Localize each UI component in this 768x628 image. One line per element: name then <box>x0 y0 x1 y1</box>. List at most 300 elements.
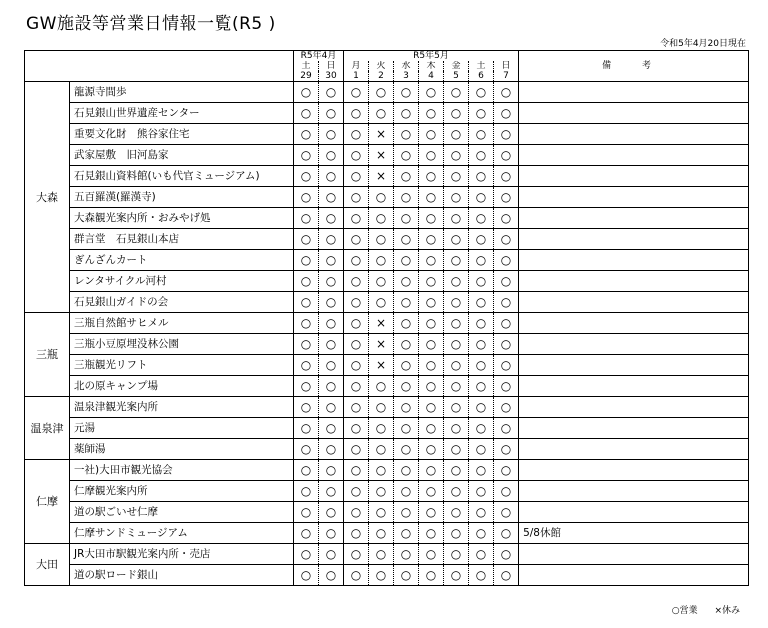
header-weekday: 土 <box>469 61 494 71</box>
status-cell: ○ <box>294 397 319 418</box>
status-cell: ○ <box>344 187 369 208</box>
header-weekday: 水 <box>394 61 419 71</box>
remarks-cell <box>519 187 749 208</box>
facility-name: 道の駅ごいせ仁摩 <box>70 502 294 523</box>
status-cell: ○ <box>344 460 369 481</box>
header-weekday: 日 <box>494 61 519 71</box>
status-cell: ○ <box>294 271 319 292</box>
status-cell: ○ <box>294 208 319 229</box>
status-cell: ○ <box>494 355 519 376</box>
status-cell: ○ <box>494 376 519 397</box>
header-month-may: R5年5月 <box>344 51 519 62</box>
header-weekday: 金 <box>444 61 469 71</box>
table-row <box>25 292 749 313</box>
remarks-cell <box>519 292 749 313</box>
status-cell: ○ <box>394 418 419 439</box>
status-cell: ○ <box>494 544 519 565</box>
status-cell: ○ <box>394 313 419 334</box>
status-cell: ○ <box>294 145 319 166</box>
status-cell: ○ <box>319 82 344 103</box>
status-cell: ○ <box>319 103 344 124</box>
status-cell: ○ <box>369 187 394 208</box>
status-cell: ○ <box>394 397 419 418</box>
status-cell: ○ <box>344 439 369 460</box>
facility-name: 仁摩サンドミュージアム <box>70 523 294 544</box>
status-cell: ○ <box>369 544 394 565</box>
status-cell: ○ <box>469 397 494 418</box>
status-cell: ○ <box>469 271 494 292</box>
facility-name: レンタサイクル河村 <box>70 271 294 292</box>
status-cell: ○ <box>294 103 319 124</box>
status-cell: ○ <box>344 82 369 103</box>
facility-name: 元湯 <box>70 418 294 439</box>
status-cell: × <box>369 355 394 376</box>
status-cell: ○ <box>344 292 369 313</box>
facility-name: JR大田市駅観光案内所・売店 <box>70 544 294 565</box>
status-cell: ○ <box>394 292 419 313</box>
status-cell: ○ <box>394 82 419 103</box>
status-cell: ○ <box>394 502 419 523</box>
status-cell: ○ <box>419 355 444 376</box>
status-cell: ○ <box>319 250 344 271</box>
status-cell: ○ <box>494 145 519 166</box>
remarks-cell <box>519 376 749 397</box>
status-cell: ○ <box>444 208 469 229</box>
remarks-cell <box>519 481 749 502</box>
status-cell: ○ <box>444 460 469 481</box>
status-cell: ○ <box>319 544 344 565</box>
status-cell: ○ <box>444 523 469 544</box>
header-day: 3 <box>394 71 419 82</box>
status-cell: ○ <box>419 103 444 124</box>
status-cell: ○ <box>444 82 469 103</box>
status-cell: ○ <box>444 124 469 145</box>
status-cell: ○ <box>319 166 344 187</box>
status-cell: ○ <box>444 439 469 460</box>
facility-name: 三瓶自然館サヒメル <box>70 313 294 334</box>
status-cell: ○ <box>444 145 469 166</box>
status-cell: ○ <box>319 376 344 397</box>
status-cell: ○ <box>469 250 494 271</box>
status-cell: ○ <box>319 334 344 355</box>
facility-name: 大森観光案内所・おみやげ処 <box>70 208 294 229</box>
facility-name: 温泉津観光案内所 <box>70 397 294 418</box>
status-cell: ○ <box>319 271 344 292</box>
remarks-cell <box>519 103 749 124</box>
facility-name: 龍源寺間歩 <box>70 82 294 103</box>
status-cell: ○ <box>394 565 419 586</box>
status-cell: ○ <box>294 166 319 187</box>
status-cell: ○ <box>444 544 469 565</box>
status-cell: ○ <box>419 481 444 502</box>
status-cell: ○ <box>344 103 369 124</box>
status-cell: ○ <box>419 208 444 229</box>
status-cell: ○ <box>419 502 444 523</box>
status-cell: ○ <box>294 418 319 439</box>
remarks-cell <box>519 502 749 523</box>
status-cell: ○ <box>494 208 519 229</box>
status-cell: ○ <box>344 145 369 166</box>
remarks-cell <box>519 355 749 376</box>
status-cell: ○ <box>494 166 519 187</box>
status-cell: ○ <box>369 565 394 586</box>
status-cell: ○ <box>494 523 519 544</box>
status-cell: ○ <box>344 418 369 439</box>
status-cell: ○ <box>319 124 344 145</box>
table-row <box>25 376 749 397</box>
status-cell: ○ <box>319 292 344 313</box>
status-cell: ○ <box>319 355 344 376</box>
legend <box>658 603 740 616</box>
status-cell: ○ <box>344 397 369 418</box>
status-cell: ○ <box>294 187 319 208</box>
status-cell: ○ <box>419 145 444 166</box>
status-cell: ○ <box>369 271 394 292</box>
status-cell: ○ <box>319 397 344 418</box>
status-cell: × <box>369 124 394 145</box>
status-cell: ○ <box>369 103 394 124</box>
status-cell: ○ <box>469 481 494 502</box>
status-cell: ○ <box>444 418 469 439</box>
table-row <box>25 418 749 439</box>
legend-open: ○営業 <box>671 606 698 616</box>
status-cell: ○ <box>419 334 444 355</box>
remarks-cell <box>519 397 749 418</box>
header-month-april: R5年4月 <box>294 51 344 62</box>
status-cell: ○ <box>494 103 519 124</box>
status-cell: ○ <box>294 250 319 271</box>
status-cell: ○ <box>394 124 419 145</box>
status-cell: ○ <box>494 292 519 313</box>
header-weekday: 日 <box>319 61 344 71</box>
status-cell: ○ <box>294 523 319 544</box>
status-cell: ○ <box>319 502 344 523</box>
status-cell: ○ <box>469 187 494 208</box>
status-cell: ○ <box>469 334 494 355</box>
status-cell: ○ <box>294 334 319 355</box>
status-cell: ○ <box>394 523 419 544</box>
header-weekday: 木 <box>419 61 444 71</box>
status-cell: ○ <box>469 82 494 103</box>
status-cell: ○ <box>469 145 494 166</box>
status-cell: ○ <box>394 145 419 166</box>
area-name: 温泉津 <box>25 397 70 460</box>
status-cell: ○ <box>369 439 394 460</box>
table-row <box>25 502 749 523</box>
table-row <box>25 460 749 481</box>
status-cell: ○ <box>369 481 394 502</box>
status-cell: ○ <box>344 208 369 229</box>
status-cell: ○ <box>394 355 419 376</box>
status-cell: ○ <box>419 397 444 418</box>
status-cell: ○ <box>444 271 469 292</box>
area-name: 仁摩 <box>25 460 70 544</box>
status-cell: ○ <box>419 166 444 187</box>
table-row <box>25 481 749 502</box>
status-cell: ○ <box>419 187 444 208</box>
status-cell: ○ <box>369 292 394 313</box>
status-cell: ○ <box>494 187 519 208</box>
status-cell: ○ <box>469 292 494 313</box>
table-row <box>25 355 749 376</box>
status-cell: ○ <box>494 124 519 145</box>
status-cell: ○ <box>394 544 419 565</box>
status-cell: ○ <box>419 460 444 481</box>
status-cell: × <box>369 145 394 166</box>
status-cell: ○ <box>419 313 444 334</box>
status-cell: ○ <box>344 334 369 355</box>
remarks-cell <box>519 271 749 292</box>
header-weekday: 土 <box>294 61 319 71</box>
status-cell: ○ <box>419 250 444 271</box>
facility-name: 三瓶観光リフト <box>70 355 294 376</box>
status-cell: ○ <box>294 544 319 565</box>
facility-name: 群言堂 石見銀山本店 <box>70 229 294 250</box>
header-remarks: 備 考 <box>519 51 749 82</box>
status-cell: × <box>369 166 394 187</box>
status-cell: ○ <box>344 355 369 376</box>
status-cell: ○ <box>469 565 494 586</box>
status-cell: ○ <box>444 250 469 271</box>
table-row <box>25 208 749 229</box>
status-cell: ○ <box>344 250 369 271</box>
status-cell: ○ <box>419 376 444 397</box>
area-name: 三瓶 <box>25 313 70 397</box>
header-day: 30 <box>319 71 344 82</box>
table-row <box>25 187 749 208</box>
status-cell: ○ <box>444 481 469 502</box>
status-cell: ○ <box>369 397 394 418</box>
status-cell: ○ <box>469 418 494 439</box>
status-cell: ○ <box>494 82 519 103</box>
status-cell: ○ <box>319 187 344 208</box>
status-cell: ○ <box>344 376 369 397</box>
facility-name: 仁摩観光案内所 <box>70 481 294 502</box>
status-cell: ○ <box>319 481 344 502</box>
status-cell: ○ <box>394 460 419 481</box>
table-row <box>25 544 749 565</box>
status-cell: ○ <box>394 103 419 124</box>
status-cell: ○ <box>369 82 394 103</box>
table-row <box>25 124 749 145</box>
table-row <box>25 271 749 292</box>
area-name: 大森 <box>25 82 70 313</box>
legend-closed: ×休み <box>714 606 740 616</box>
table-row <box>25 82 749 103</box>
status-cell: ○ <box>419 292 444 313</box>
status-cell: ○ <box>469 523 494 544</box>
status-cell: ○ <box>344 271 369 292</box>
status-cell: ○ <box>494 313 519 334</box>
status-cell: ○ <box>294 124 319 145</box>
status-cell: ○ <box>419 418 444 439</box>
status-cell: × <box>369 313 394 334</box>
facility-name: 五百羅漢(羅漢寺) <box>70 187 294 208</box>
status-cell: ○ <box>419 523 444 544</box>
status-cell: ○ <box>469 103 494 124</box>
facility-name: 三瓶小豆原埋没林公園 <box>70 334 294 355</box>
table-row <box>25 313 749 334</box>
status-cell: ○ <box>344 313 369 334</box>
status-cell: ○ <box>469 502 494 523</box>
table-row <box>25 250 749 271</box>
header-month-row <box>25 51 749 62</box>
remarks-cell <box>519 166 749 187</box>
status-cell: ○ <box>494 418 519 439</box>
header-blank-cell <box>25 51 294 82</box>
status-cell: ○ <box>444 166 469 187</box>
status-cell: ○ <box>369 229 394 250</box>
status-cell: ○ <box>294 565 319 586</box>
area-name: 大田 <box>25 544 70 586</box>
status-cell: ○ <box>294 229 319 250</box>
status-cell: ○ <box>469 208 494 229</box>
table-row <box>25 103 749 124</box>
header-day: 4 <box>419 71 444 82</box>
table-row <box>25 523 749 544</box>
header-day: 29 <box>294 71 319 82</box>
status-cell: ○ <box>369 502 394 523</box>
status-cell: ○ <box>369 418 394 439</box>
remarks-cell <box>519 229 749 250</box>
status-cell: ○ <box>494 502 519 523</box>
status-cell: ○ <box>319 313 344 334</box>
table-row <box>25 229 749 250</box>
status-cell: ○ <box>469 376 494 397</box>
status-cell: ○ <box>419 439 444 460</box>
status-cell: ○ <box>394 166 419 187</box>
status-cell: ○ <box>319 145 344 166</box>
status-cell: ○ <box>444 313 469 334</box>
status-cell: ○ <box>469 313 494 334</box>
status-cell: ○ <box>294 502 319 523</box>
status-cell: ○ <box>294 82 319 103</box>
facility-name: 石見銀山ガイドの会 <box>70 292 294 313</box>
status-cell: ○ <box>469 544 494 565</box>
status-cell: × <box>369 334 394 355</box>
facility-name: 薬師湯 <box>70 439 294 460</box>
remarks-cell <box>519 460 749 481</box>
status-cell: ○ <box>369 376 394 397</box>
header-day: 1 <box>344 71 369 82</box>
status-cell: ○ <box>294 439 319 460</box>
status-cell: ○ <box>469 355 494 376</box>
status-cell: ○ <box>419 124 444 145</box>
status-cell: ○ <box>394 481 419 502</box>
status-cell: ○ <box>494 271 519 292</box>
status-cell: ○ <box>319 418 344 439</box>
status-cell: ○ <box>444 187 469 208</box>
facility-name: ぎんざんカート <box>70 250 294 271</box>
status-cell: ○ <box>394 187 419 208</box>
status-cell: ○ <box>319 439 344 460</box>
status-cell: ○ <box>394 439 419 460</box>
status-cell: ○ <box>394 376 419 397</box>
facility-name: 重要文化財 熊谷家住宅 <box>70 124 294 145</box>
remarks-cell <box>519 124 749 145</box>
remarks-cell <box>519 439 749 460</box>
status-cell: ○ <box>419 229 444 250</box>
status-cell: ○ <box>469 229 494 250</box>
status-cell: ○ <box>344 229 369 250</box>
status-cell: ○ <box>394 208 419 229</box>
status-cell: ○ <box>394 229 419 250</box>
status-cell: ○ <box>444 565 469 586</box>
status-cell: ○ <box>319 460 344 481</box>
status-cell: ○ <box>469 166 494 187</box>
status-cell: ○ <box>319 523 344 544</box>
remarks-cell <box>519 544 749 565</box>
status-cell: ○ <box>319 229 344 250</box>
header-day: 7 <box>494 71 519 82</box>
status-cell: ○ <box>294 376 319 397</box>
facility-name: 一社)大田市観光協会 <box>70 460 294 481</box>
status-cell: ○ <box>444 229 469 250</box>
status-cell: ○ <box>494 397 519 418</box>
remarks-cell <box>519 334 749 355</box>
business-days-table <box>24 50 749 586</box>
status-cell: ○ <box>344 124 369 145</box>
status-cell: ○ <box>494 229 519 250</box>
table-row <box>25 565 749 586</box>
status-cell: ○ <box>344 523 369 544</box>
status-cell: ○ <box>444 292 469 313</box>
remarks-cell <box>519 208 749 229</box>
table-row <box>25 166 749 187</box>
header-weekday: 火 <box>369 61 394 71</box>
status-cell: ○ <box>494 565 519 586</box>
status-cell: ○ <box>294 292 319 313</box>
header-day: 6 <box>469 71 494 82</box>
remarks-cell <box>519 145 749 166</box>
status-cell: ○ <box>494 334 519 355</box>
status-cell: ○ <box>394 334 419 355</box>
status-cell: ○ <box>494 460 519 481</box>
status-cell: ○ <box>444 334 469 355</box>
status-cell: ○ <box>394 250 419 271</box>
status-cell: ○ <box>369 250 394 271</box>
facility-name: 石見銀山世界遺産センター <box>70 103 294 124</box>
header-day: 2 <box>369 71 394 82</box>
status-cell: ○ <box>344 481 369 502</box>
table-row <box>25 439 749 460</box>
status-cell: ○ <box>319 208 344 229</box>
status-cell: ○ <box>469 460 494 481</box>
status-cell: ○ <box>369 523 394 544</box>
status-cell: ○ <box>419 565 444 586</box>
status-cell: ○ <box>494 250 519 271</box>
status-cell: ○ <box>444 502 469 523</box>
status-cell: ○ <box>419 544 444 565</box>
status-cell: ○ <box>294 313 319 334</box>
remarks-cell <box>519 418 749 439</box>
remarks-cell <box>519 250 749 271</box>
facility-name: 武家屋敷 旧河島家 <box>70 145 294 166</box>
status-cell: ○ <box>294 355 319 376</box>
table-row <box>25 145 749 166</box>
status-cell: ○ <box>394 271 419 292</box>
status-cell: ○ <box>444 397 469 418</box>
status-cell: ○ <box>369 208 394 229</box>
status-cell: ○ <box>344 502 369 523</box>
page-title: GW施設等営業日情報一覧(R5 ) <box>26 14 276 34</box>
status-cell: ○ <box>344 166 369 187</box>
status-cell: ○ <box>344 544 369 565</box>
table-row <box>25 397 749 418</box>
facility-name: 道の駅ロード銀山 <box>70 565 294 586</box>
status-cell: ○ <box>494 481 519 502</box>
remarks-cell <box>519 82 749 103</box>
